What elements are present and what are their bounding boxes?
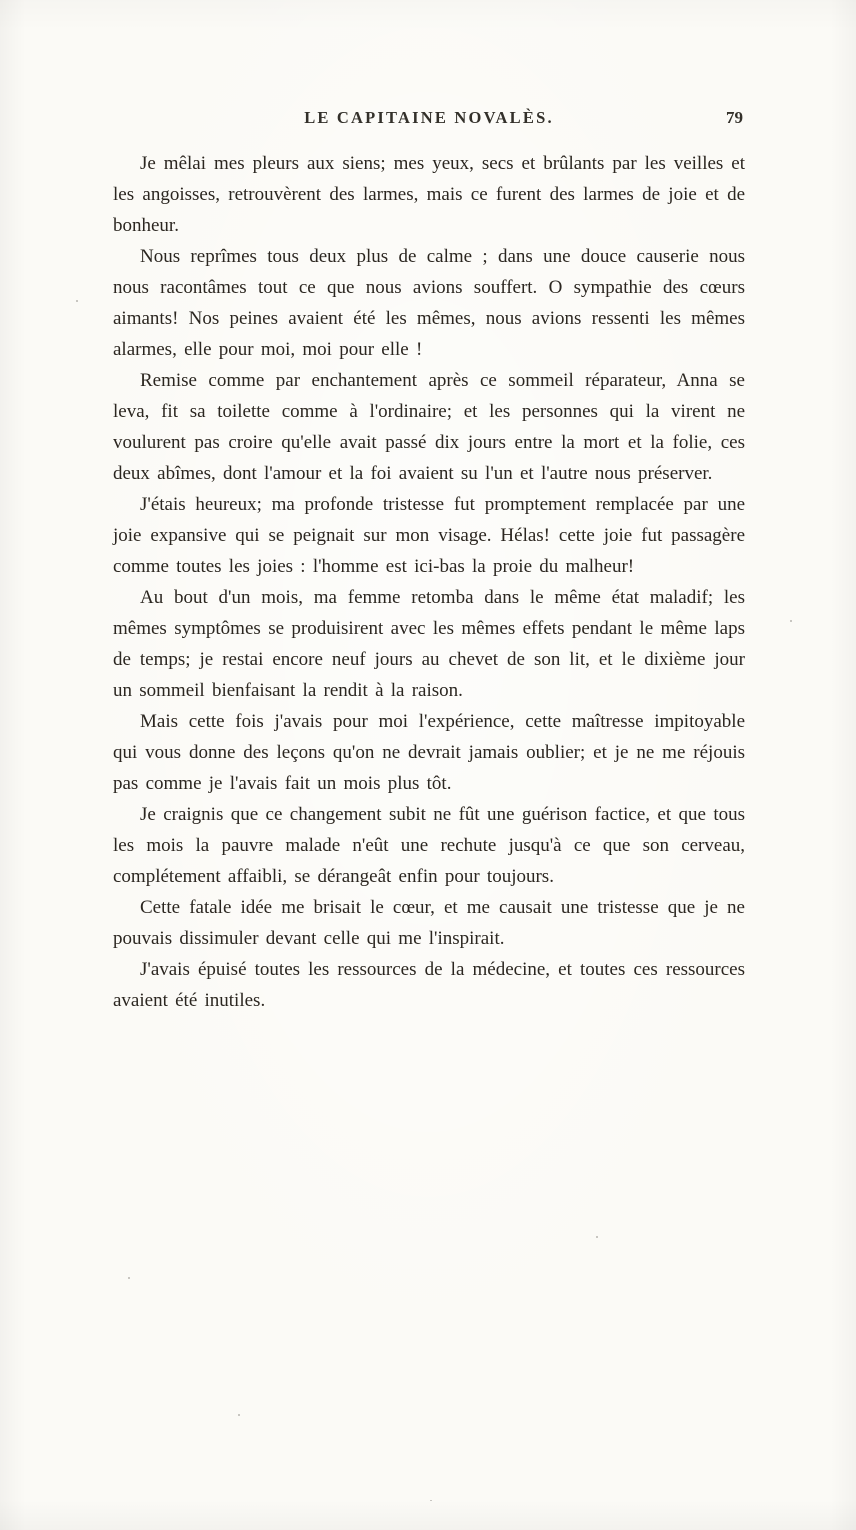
- scan-speck: [430, 1500, 432, 1501]
- paragraph: J'étais heureux; ma profonde tristesse fut promptement remplacée par une joie expansive qui se peignait sur mon visage. Hélas! cette joie fut passagère comme toutes les joies : l'homme est ici-bas la proie du malheur!: [113, 494, 745, 577]
- paragraph: Mais cette fois j'avais pour moi l'expérience, cette maîtresse impitoyable qui vous donne des leçons qu'on ne devrait jamais oublier; et je ne me réjouis pas comme je l'avais fait un mois plus tôt.: [113, 711, 745, 794]
- scan-speck: [238, 1414, 240, 1416]
- scan-speck: [76, 300, 78, 302]
- scan-speck: [790, 620, 792, 622]
- page-number: 79: [726, 108, 743, 127]
- body-text: [113, 148, 745, 1016]
- running-header: [113, 108, 745, 142]
- paragraph: Je mêlai mes pleurs aux siens; mes yeux, secs et brûlants par les veilles et les angoisses, retrouvèrent des larmes, mais ce furent des larmes de joie et de bonheur.: [113, 153, 745, 236]
- scan-speck: [128, 1277, 130, 1279]
- paragraph: Au bout d'un mois, ma femme retomba dans le même état maladif; les mêmes symptômes se produisirent avec les mêmes effets pendant le même laps de temps; je restai encore neuf jours au chevet de son lit, et le dixième jour un sommeil bienfaisant la rendit à la raison.: [113, 587, 745, 701]
- paragraph: Cette fatale idée me brisait le cœur, et me causait une tristesse que je ne pouvais dissimuler devant celle qui me l'inspirait.: [113, 897, 745, 949]
- paragraph: Remise comme par enchantement après ce sommeil réparateur, Anna se leva, fit sa toilette comme à l'ordinaire; et les personnes qui la virent ne voulurent pas croire qu'elle avait passé dix jours entre la mort et la folie, ces deux abîmes, dont l'amour et la foi avaient su l'un et l'autre nous préserver.: [113, 370, 745, 484]
- paragraph: J'avais épuisé toutes les ressources de la médecine, et toutes ces ressources avaient été inutiles.: [113, 959, 745, 1011]
- paragraph: Nous reprîmes tous deux plus de calme ; dans une douce causerie nous nous racontâmes tout ce que nous avions souffert. O sympathie des cœurs aimants! Nos peines avaient été les mêmes, nous avions ressenti les mêmes alarmes, elle pour moi, moi pour elle !: [113, 246, 745, 360]
- scan-speck: [596, 1236, 598, 1238]
- paragraph: Je craignis que ce changement subit ne fût une guérison factice, et que tous les mois la pauvre malade n'eût une rechute jusqu'à ce que son cerveau, complétement affaibli, se dérangeât enfin pour toujours.: [113, 804, 745, 887]
- page-title: LE CAPITAINE NOVALÈS.: [304, 108, 554, 127]
- text-block: [113, 108, 745, 1016]
